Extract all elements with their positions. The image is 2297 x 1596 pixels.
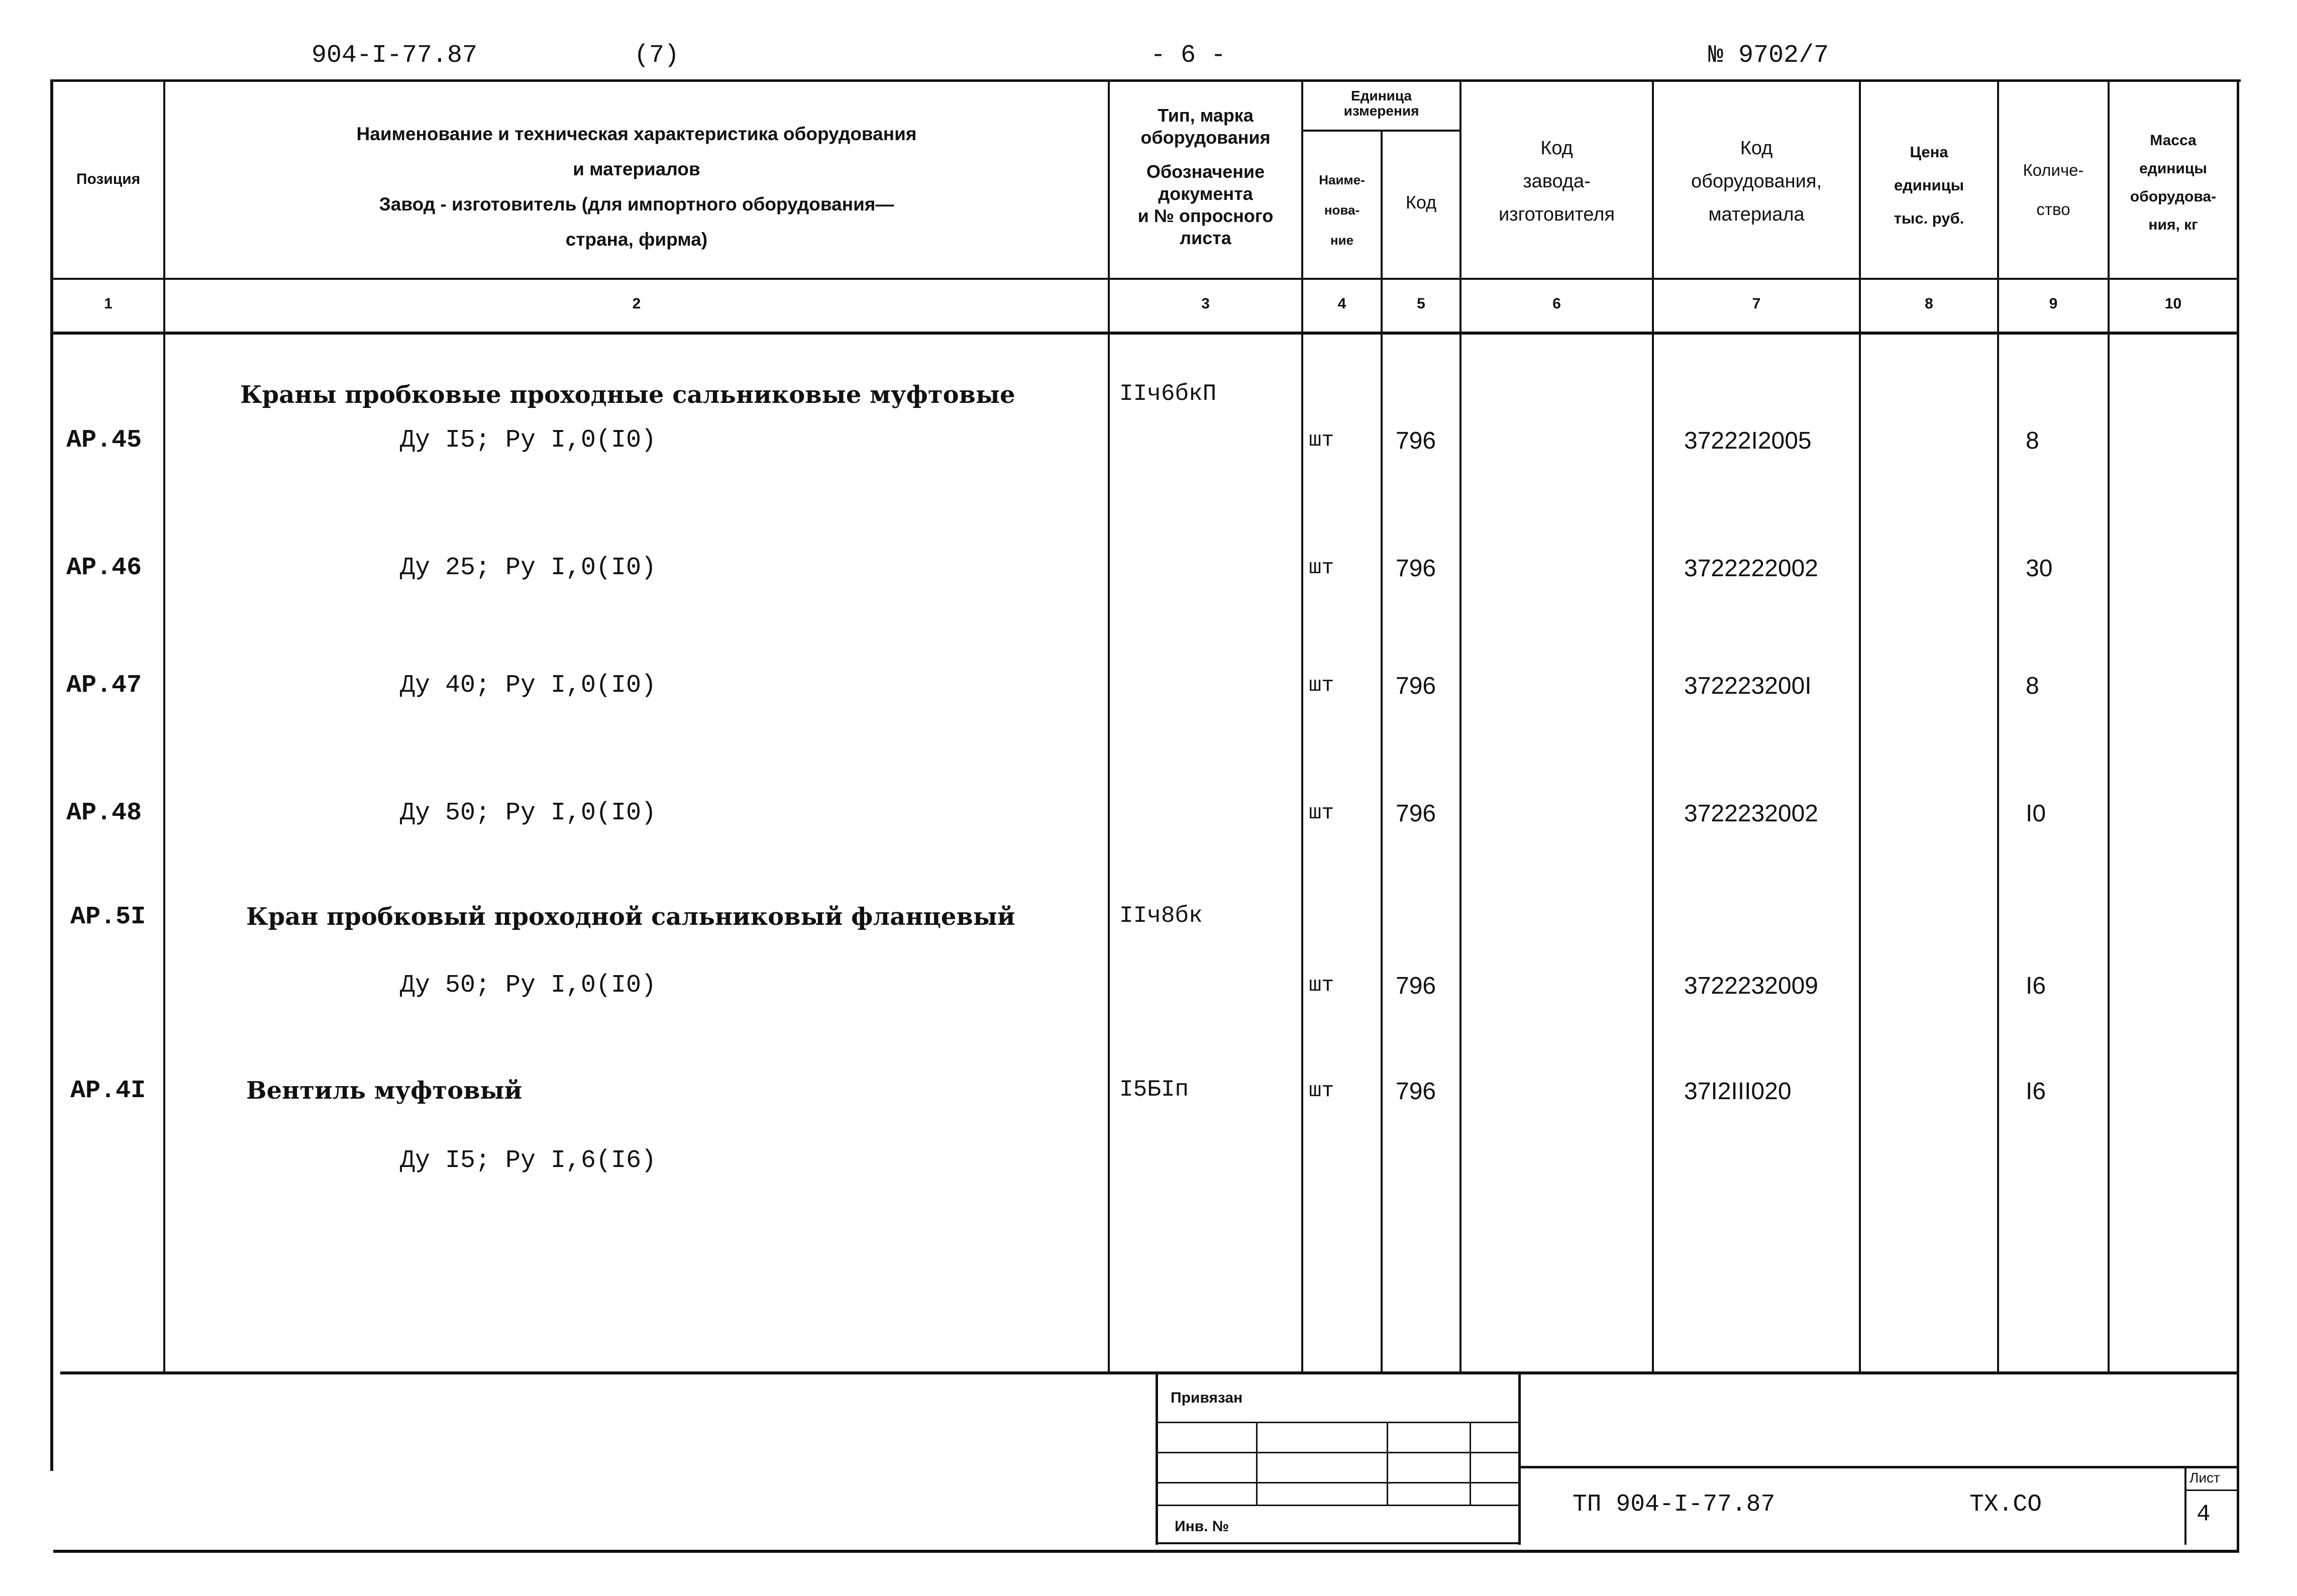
row-unit-code: 796 xyxy=(1396,800,1436,827)
row-name: Ду 25; Ру I,0(I0) xyxy=(400,554,657,582)
table-left-border xyxy=(50,79,53,1471)
col-mass-header xyxy=(2110,127,2237,239)
unit-group-header-line1: Единица xyxy=(1351,88,1412,103)
sheet-label: Лист xyxy=(2189,1470,2220,1485)
col-unit-name-header-line2: нова- xyxy=(1324,202,1360,218)
row-name: Ду I5; Ру I,6(I6) xyxy=(400,1146,657,1175)
row-position: АР.48 xyxy=(66,799,142,827)
row-position: АР.46 xyxy=(66,554,142,582)
col-name-header-line3: Завод - изготовитель (для импортного оборудования— xyxy=(379,194,894,215)
stamp-inv-label: Инв. № xyxy=(1175,1518,1229,1535)
stamp-bottom-border xyxy=(1156,1542,1521,1544)
stamp-mid-border xyxy=(1518,1371,1521,1545)
row-name: Ду 50; Ру I,0(I0) xyxy=(400,799,657,827)
stamp-left-border xyxy=(1156,1371,1158,1545)
row-unit: шт xyxy=(1309,556,1334,580)
col-maker-code-header xyxy=(1461,132,1652,231)
col-sep-5 xyxy=(1459,80,1461,1372)
stamp-vline-1 xyxy=(1256,1423,1258,1505)
row-qty: 30 xyxy=(2026,555,2053,582)
col-name-header xyxy=(165,117,1108,257)
col-maker-code-header-line2: завода- xyxy=(1523,171,1591,192)
col-material-code-header-line3: материала xyxy=(1708,204,1805,225)
col-sep-7 xyxy=(1859,80,1861,1372)
col-unit-name-header-line1: Наиме- xyxy=(1319,172,1365,187)
col-num-1: 1 xyxy=(104,295,113,312)
page-bottom-border xyxy=(53,1550,2239,1553)
sheet-number: 4 xyxy=(2197,1501,2211,1527)
col-price-header-line2: единицы xyxy=(1894,176,1964,194)
row-name: Ду I5; Ру I,0(I0) xyxy=(400,426,657,455)
doc-number: № 9702/7 xyxy=(1708,41,1829,70)
col-position-header: Позиция xyxy=(76,171,141,187)
header-divider xyxy=(50,278,2239,280)
row-material-code: 3722222002 xyxy=(1684,555,1818,582)
col-qty-header xyxy=(1999,151,2108,229)
col-num-7: 7 xyxy=(1752,295,1761,312)
row-title: Кран пробковый проходной сальниковый фланцевый xyxy=(246,903,1015,931)
col-price-header xyxy=(1861,136,1997,235)
col-num-10: 10 xyxy=(2164,295,2182,312)
col-type-header-line3: Обозначение xyxy=(1146,161,1265,182)
col-num-2: 2 xyxy=(632,295,641,312)
row-qty: I0 xyxy=(2026,800,2046,827)
col-num-9: 9 xyxy=(2049,295,2058,312)
col-qty-header-line1: Количе- xyxy=(2023,161,2084,179)
col-material-code-header-line1: Код xyxy=(1740,138,1773,159)
col-type-header-line5: и № опросного xyxy=(1137,205,1274,226)
col-sep-3 xyxy=(1301,80,1303,1372)
sheet-box-border xyxy=(2184,1466,2186,1545)
col-sep-6 xyxy=(1652,80,1654,1372)
row-qty: I6 xyxy=(2026,973,2046,999)
doc-mark: ТХ.СО xyxy=(1969,1491,2042,1518)
col-qty-header-line2: ство xyxy=(2036,200,2070,219)
row-unit-code: 796 xyxy=(1396,555,1436,582)
row-qty: 8 xyxy=(2026,673,2039,699)
col-sep-1 xyxy=(163,80,165,1372)
col-name-header-line1: Наименование и техническая характеристика оборудования xyxy=(356,124,917,144)
row-unit-code: 796 xyxy=(1396,1078,1436,1105)
col-num-3: 3 xyxy=(1201,295,1210,312)
col-material-code-header-line2: оборудования, xyxy=(1691,171,1822,192)
col-name-header-line4: страна, фирма) xyxy=(565,229,708,250)
col-price-header-line3: тыс. руб. xyxy=(1894,209,1964,227)
col-sep-2 xyxy=(1108,80,1110,1372)
col-material-code-header xyxy=(1654,132,1859,231)
row-material-code: 372223200I xyxy=(1684,673,1812,699)
row-name: Ду 50; Ру I,0(I0) xyxy=(400,971,657,1000)
row-qty: 8 xyxy=(2026,428,2039,454)
col-num-8: 8 xyxy=(1925,295,1933,312)
col-mass-header-line4: ния, кг xyxy=(2148,217,2198,233)
project-code: ТП 904-I-77.87 xyxy=(1573,1491,1776,1518)
row-position: АР.5I xyxy=(70,903,146,931)
row-title: Вентиль муфтовый xyxy=(246,1077,523,1105)
row-unit: шт xyxy=(1309,428,1334,452)
stamp-line-3 xyxy=(1158,1482,1518,1483)
col-price-header-line1: Цена xyxy=(1910,143,1948,161)
stamp-vline-2 xyxy=(1387,1423,1388,1505)
sheet-box-divider xyxy=(2186,1489,2237,1491)
col-type-header-line6: листа xyxy=(1180,228,1231,248)
col-sep-4 xyxy=(1381,132,1383,1372)
col-mass-header-line2: единицы xyxy=(2139,160,2207,177)
stamp-bound-label: Привязан xyxy=(1171,1390,1243,1406)
table-top-border xyxy=(50,79,2241,82)
doc-code: 904-I-77.87 xyxy=(311,41,478,70)
unit-group-header xyxy=(1303,88,1459,119)
unit-group-divider xyxy=(1301,130,1461,132)
stamp-line-1 xyxy=(1158,1422,1518,1423)
group1-title: Краны пробковые проходные сальниковые муфтовые xyxy=(240,381,1015,409)
row-unit: шт xyxy=(1309,801,1334,825)
body-bottom-border xyxy=(60,1371,2239,1374)
page-number: - 6 - xyxy=(1151,41,1226,70)
row-material-code: 37I2III020 xyxy=(1684,1078,1792,1105)
row-material-code: 3722232002 xyxy=(1684,800,1818,827)
col-sep-8 xyxy=(1997,80,1999,1372)
row-name: Ду 40; Ру I,0(I0) xyxy=(400,671,657,700)
col-type-header-line2: оборудования xyxy=(1140,127,1271,148)
col-unit-name-header-line3: ние xyxy=(1330,233,1354,248)
col-type-header xyxy=(1110,104,1301,249)
col-num-5: 5 xyxy=(1417,295,1425,312)
row-position: АР.4I xyxy=(70,1077,146,1105)
col-num-4: 4 xyxy=(1337,295,1346,312)
table-right-border xyxy=(2237,79,2239,1552)
col-unit-name-header xyxy=(1303,165,1381,255)
col-num-6: 6 xyxy=(1552,295,1561,312)
col-sep-9 xyxy=(2108,80,2110,1372)
group1-type: IIч6бкП xyxy=(1119,381,1217,407)
row-unit-code: 796 xyxy=(1396,428,1436,454)
row-position: АР.45 xyxy=(66,426,142,455)
col-type-header-line4: документа xyxy=(1158,183,1253,204)
row-unit-code: 796 xyxy=(1396,673,1436,699)
sheet-part: (7) xyxy=(634,41,680,70)
row-material-code: 37222I2005 xyxy=(1684,428,1812,454)
row-position: АР.47 xyxy=(66,671,142,700)
numbers-divider xyxy=(50,332,2239,335)
stamp-line-4 xyxy=(1158,1505,1518,1506)
stamp-line-2 xyxy=(1158,1452,1518,1453)
col-type-header-line1: Тип, марка xyxy=(1158,105,1254,126)
col-maker-code-header-line1: Код xyxy=(1540,138,1573,159)
col-unit-code-header: Код xyxy=(1405,192,1437,212)
row-type: IIч8бк xyxy=(1119,903,1203,929)
col-maker-code-header-line3: изготовителя xyxy=(1498,204,1615,225)
row-qty: I6 xyxy=(2026,1078,2046,1105)
col-mass-header-line3: оборудова- xyxy=(2130,188,2217,205)
row-unit: шт xyxy=(1309,973,1334,997)
unit-group-header-line2: измерения xyxy=(1343,103,1419,119)
col-name-header-line2: и материалов xyxy=(573,159,700,179)
stamp-vline-3 xyxy=(1470,1423,1471,1505)
row-material-code: 3722232009 xyxy=(1684,973,1818,999)
row-unit: шт xyxy=(1309,673,1334,697)
row-type: I5БIп xyxy=(1119,1077,1189,1103)
row-unit-code: 796 xyxy=(1396,973,1436,999)
stamp-right-line xyxy=(1521,1466,2239,1468)
row-unit: шт xyxy=(1309,1079,1334,1103)
col-mass-header-line1: Масса xyxy=(2150,132,2197,149)
